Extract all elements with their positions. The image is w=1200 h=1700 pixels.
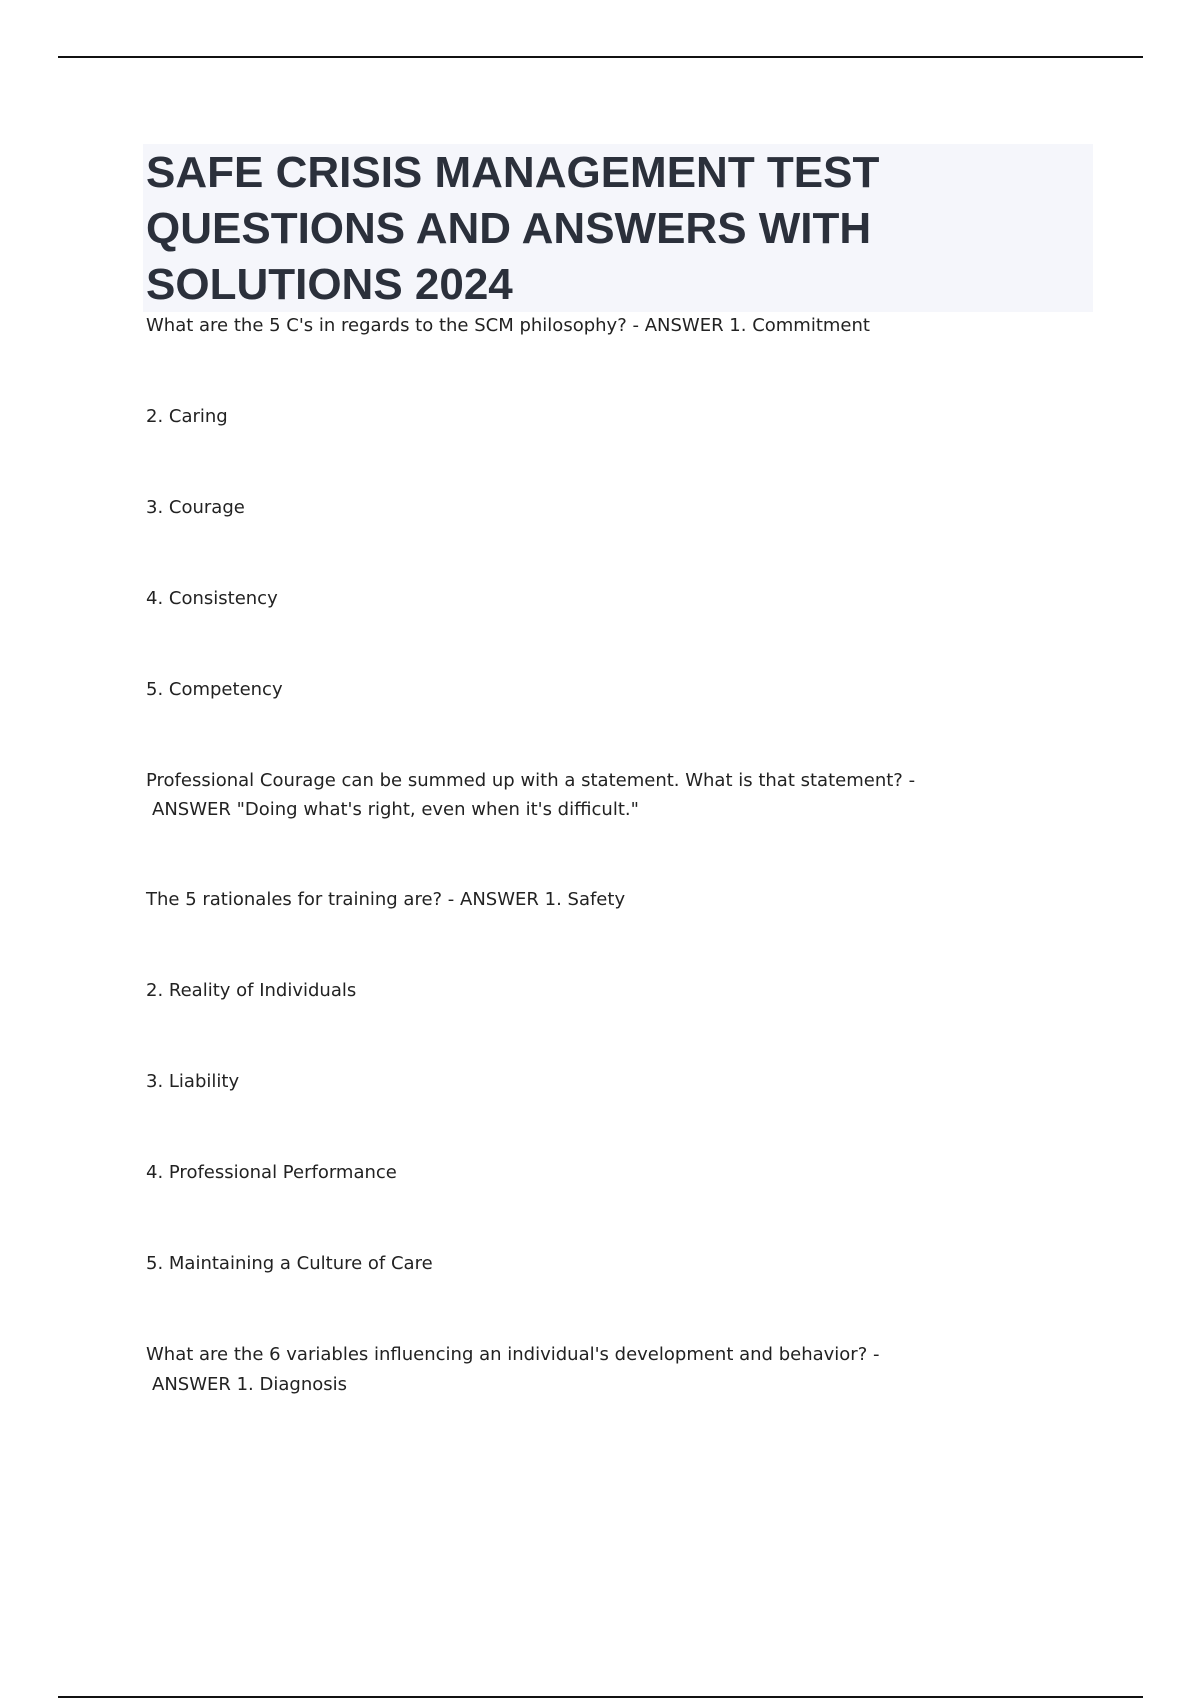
question-rationales: The 5 rationales for training are? - ANSWER 1. Safety — [146, 889, 626, 910]
answer-item: 4. Consistency — [146, 588, 278, 609]
question-5cs: What are the 5 C's in regards to the SCM philosophy? - ANSWER 1. Commitment — [146, 315, 870, 336]
answer-item: 2. Caring — [146, 406, 228, 427]
question-professional-courage: Professional Courage can be summed up with a statement. What is that statement? - — [146, 770, 916, 791]
bottom-divider — [58, 1696, 1143, 1698]
answer-item: 2. Reality of Individuals — [146, 980, 357, 1001]
answer-item: 5. Competency — [146, 679, 283, 700]
answer-item: 3. Courage — [146, 497, 245, 518]
answer-item: 4. Professional Performance — [146, 1162, 397, 1183]
answer-item: 3. Liability — [146, 1071, 240, 1092]
document-title: SAFE CRISIS MANAGEMENT TEST QUESTIONS AND ANSWERS WITH SOLUTIONS 2024 — [146, 148, 880, 309]
question-variables: What are the 6 variables influencing an individual's development and behavior? - — [146, 1344, 880, 1365]
answer-variables: ANSWER 1. Diagnosis — [152, 1374, 347, 1395]
top-divider — [58, 56, 1143, 58]
answer-item: 5. Maintaining a Culture of Care — [146, 1253, 433, 1274]
answer-professional-courage: ANSWER "Doing what's right, even when it's difficult." — [152, 799, 639, 820]
